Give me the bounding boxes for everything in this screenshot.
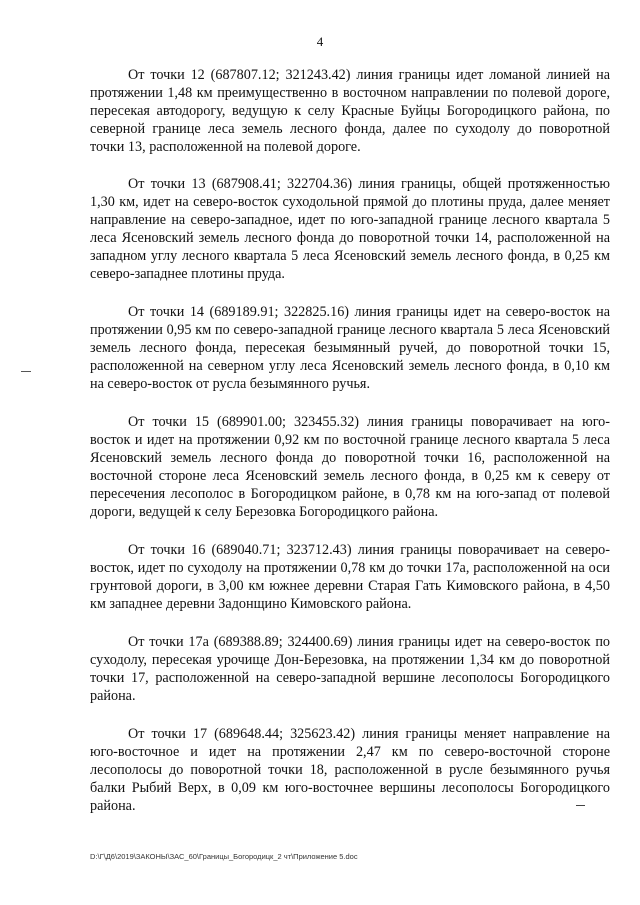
footer-file-path: D:\Г\Д6\2019\ЗАКОНЫ\ЗАС_60\Границы_Богородицк_2 чт\Приложение 5.doc [90, 852, 358, 861]
margin-tick-mark [576, 805, 585, 806]
paragraph-point-17: От точки 17 (689648.44; 325623.42) линия границы меняет направление на юго-восточное и идет на протяжении 2,47 км по северо-восточной стороне лесополосы до поворотной точки 18, расположенной в русле безымянного ручья балки Рыбий Верх, в 0,09 км юго-восточнее вершины лесополосы Богородицкого района. [90, 726, 610, 814]
paragraph-point-14: От точки 14 (689189.91; 322825.16) линия границы идет на северо-восток на протяжении 0,95 км по северо-западной границе лесного квартала 5 леса Ясеновский земель лесного фонда, пересекая безымянный ручей, до поворотной точки 15, расположенной на северном углу леса Ясеновский земель лесного фонда, в 0,10 км на северо-восток от русла безымянного ручья. [90, 304, 610, 392]
paragraph-point-17a: От точки 17а (689388.89; 324400.69) линия границы идет на северо-восток по суходолу, пересекая урочище Дон-Березовка, на протяжении 1,34 км до поворотной точки 17, расположенной на северо-западной вершине лесополосы Богородицкого района. [90, 634, 610, 704]
paragraph-point-13: От точки 13 (687908.41; 322704.36) линия границы, общей протяженностью 1,30 км, идет на северо-восток суходольной прямой до плотины пруда, далее меняет направление на северо-западное, идет по юго-западной границе лесного квартала 5 леса Ясеновский земель лесного фонда до поворотной точки 14, расположенной на западном углу лесного квартала 5 леса Ясеновский земель лесного фонда, в 0,25 км северо-западнее плотины пруда. [90, 176, 610, 282]
paragraph-point-15: От точки 15 (689901.00; 323455.32) линия границы поворачивает на юго-восток и идет на протяжении 0,92 км по восточной границе лесного квартала 5 леса Ясеновский земель лесного фонда до поворотной точки 16, расположенной на восточной стороне леса Ясеновский земель лесного фонда, в 0,25 км к северу от пересечения лесополос в Богородицком районе, в 0,78 км на юго-запад от полевой дороги, ведущей к селу Березовка Богородицкого района. [90, 414, 610, 520]
paragraph-point-12: От точки 12 (687807.12; 321243.42) линия границы идет ломаной линией на протяжении 1,48 км преимущественно в восточном направлении по полевой дороге, пересекая автодорогу, ведущую к селу Красные Буйцы Богородицкого района, по северной границе леса земель лесного фонда, далее по суходолу до поворотной точки 13, расположенной на полевой дороге. [90, 67, 610, 155]
document-body [90, 66, 610, 835]
paragraph-point-16: От точки 16 (689040.71; 323712.43) линия границы поворачивает на северо-восток, идет по суходолу на протяжении 0,78 км до точки 17а, расположенной на оси грунтовой дороги, в 3,00 км южнее деревни Старая Гать Кимовского района, в 4,50 км западнее деревни Задонщино Кимовского района. [90, 542, 610, 612]
margin-mark [21, 371, 31, 372]
page-number: 4 [316, 34, 324, 49]
